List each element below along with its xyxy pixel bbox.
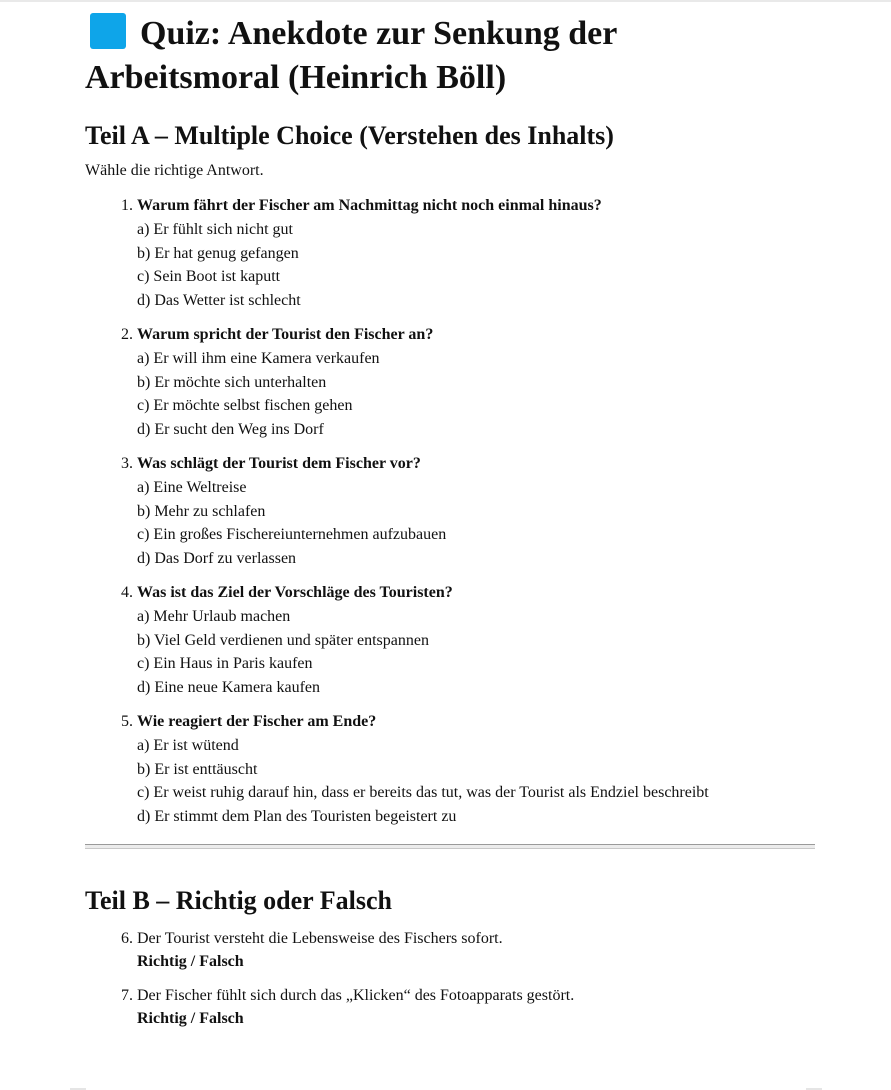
question-number: 1. xyxy=(121,197,133,214)
answer-option: a) Er ist wütend xyxy=(137,736,239,754)
question-item xyxy=(85,194,815,313)
answer-option: c) Er weist ruhig darauf hin, dass er bereits das tut, was der Tourist als Endziel beschreibt xyxy=(137,784,709,802)
statement-text: Der Tourist versteht die Lebensweise des Fischers sofort. xyxy=(137,929,503,947)
statement-number: 7. xyxy=(121,986,133,1004)
answer-option: c) Ein großes Fischereiunternehmen aufzubauen xyxy=(137,526,447,544)
answer-option: b) Er möchte sich unterhalten xyxy=(137,373,327,391)
question-number: 4. xyxy=(121,583,133,601)
answer-option: a) Eine Weltreise xyxy=(137,478,247,496)
answer-option: b) Mehr zu schlafen xyxy=(137,502,266,520)
top-edge-line xyxy=(0,0,891,2)
question-text: Was ist das Ziel der Vorschläge des Touristen? xyxy=(137,583,453,601)
answer-option: d) Er sucht den Weg ins Dorf xyxy=(137,421,324,439)
question-item xyxy=(85,581,815,700)
answer-option: c) Er möchte selbst fischen gehen xyxy=(137,397,353,415)
statement-number: 6. xyxy=(121,929,133,947)
question-number: 3. xyxy=(121,454,133,472)
section-b-heading: Teil B – Richtig oder Falsch xyxy=(85,885,392,915)
page-title xyxy=(85,12,815,100)
blue-square-icon xyxy=(90,13,126,49)
answer-option: a) Mehr Urlaub machen xyxy=(137,607,291,625)
answer-option: c) Ein Haus in Paris kaufen xyxy=(137,655,313,673)
page-title-text: Quiz: Anekdote zur Senkung der Arbeitsmoral (Heinrich Böll) xyxy=(85,15,617,96)
answer-option: b) Er ist enttäuscht xyxy=(137,760,258,778)
question-text: Warum spricht der Tourist den Fischer an? xyxy=(137,325,434,343)
answer-option: d) Eine neue Kamera kaufen xyxy=(137,679,321,697)
question-text: Wie reagiert der Fischer am Ende? xyxy=(137,712,377,730)
answer-option: a) Er fühlt sich nicht gut xyxy=(137,220,293,238)
section-a-heading: Teil A – Multiple Choice (Verstehen des Inhalts) xyxy=(85,121,614,150)
answer-option: c) Sein Boot ist kaputt xyxy=(137,268,281,286)
answer-option: a) Er will ihm eine Kamera verkaufen xyxy=(137,349,380,367)
question-number: 2. xyxy=(121,325,133,343)
answer-option: d) Das Wetter ist schlecht xyxy=(137,292,301,310)
answer-option: d) Das Dorf zu verlassen xyxy=(137,550,297,568)
statement-text: Der Fischer fühlt sich durch das „Klicken“ des Fotoapparats gestört. xyxy=(137,986,575,1004)
answer-option: b) Er hat genug gefangen xyxy=(137,244,299,262)
true-false-list xyxy=(85,927,815,1030)
section-a-instruction: Wähle die richtige Antwort. xyxy=(85,162,264,179)
question-text: Was schlägt der Tourist dem Fischer vor? xyxy=(137,454,421,472)
statement-item xyxy=(85,984,815,1030)
question-text: Warum fährt der Fischer am Nachmittag nicht noch einmal hinaus? xyxy=(137,197,602,214)
question-item xyxy=(85,452,815,571)
question-item xyxy=(85,323,815,442)
multiple-choice-list xyxy=(85,194,815,829)
statement-item xyxy=(85,927,815,973)
quiz-document xyxy=(85,12,815,1041)
question-item xyxy=(85,710,815,829)
true-false-choice: Richtig / Falsch xyxy=(137,1009,244,1027)
answer-option: d) Er stimmt dem Plan des Touristen begeistert zu xyxy=(137,808,457,826)
true-false-choice: Richtig / Falsch xyxy=(137,952,244,970)
answer-option: b) Viel Geld verdienen und später entspannen xyxy=(137,631,429,649)
section-divider xyxy=(85,844,815,849)
question-number: 5. xyxy=(121,712,133,730)
